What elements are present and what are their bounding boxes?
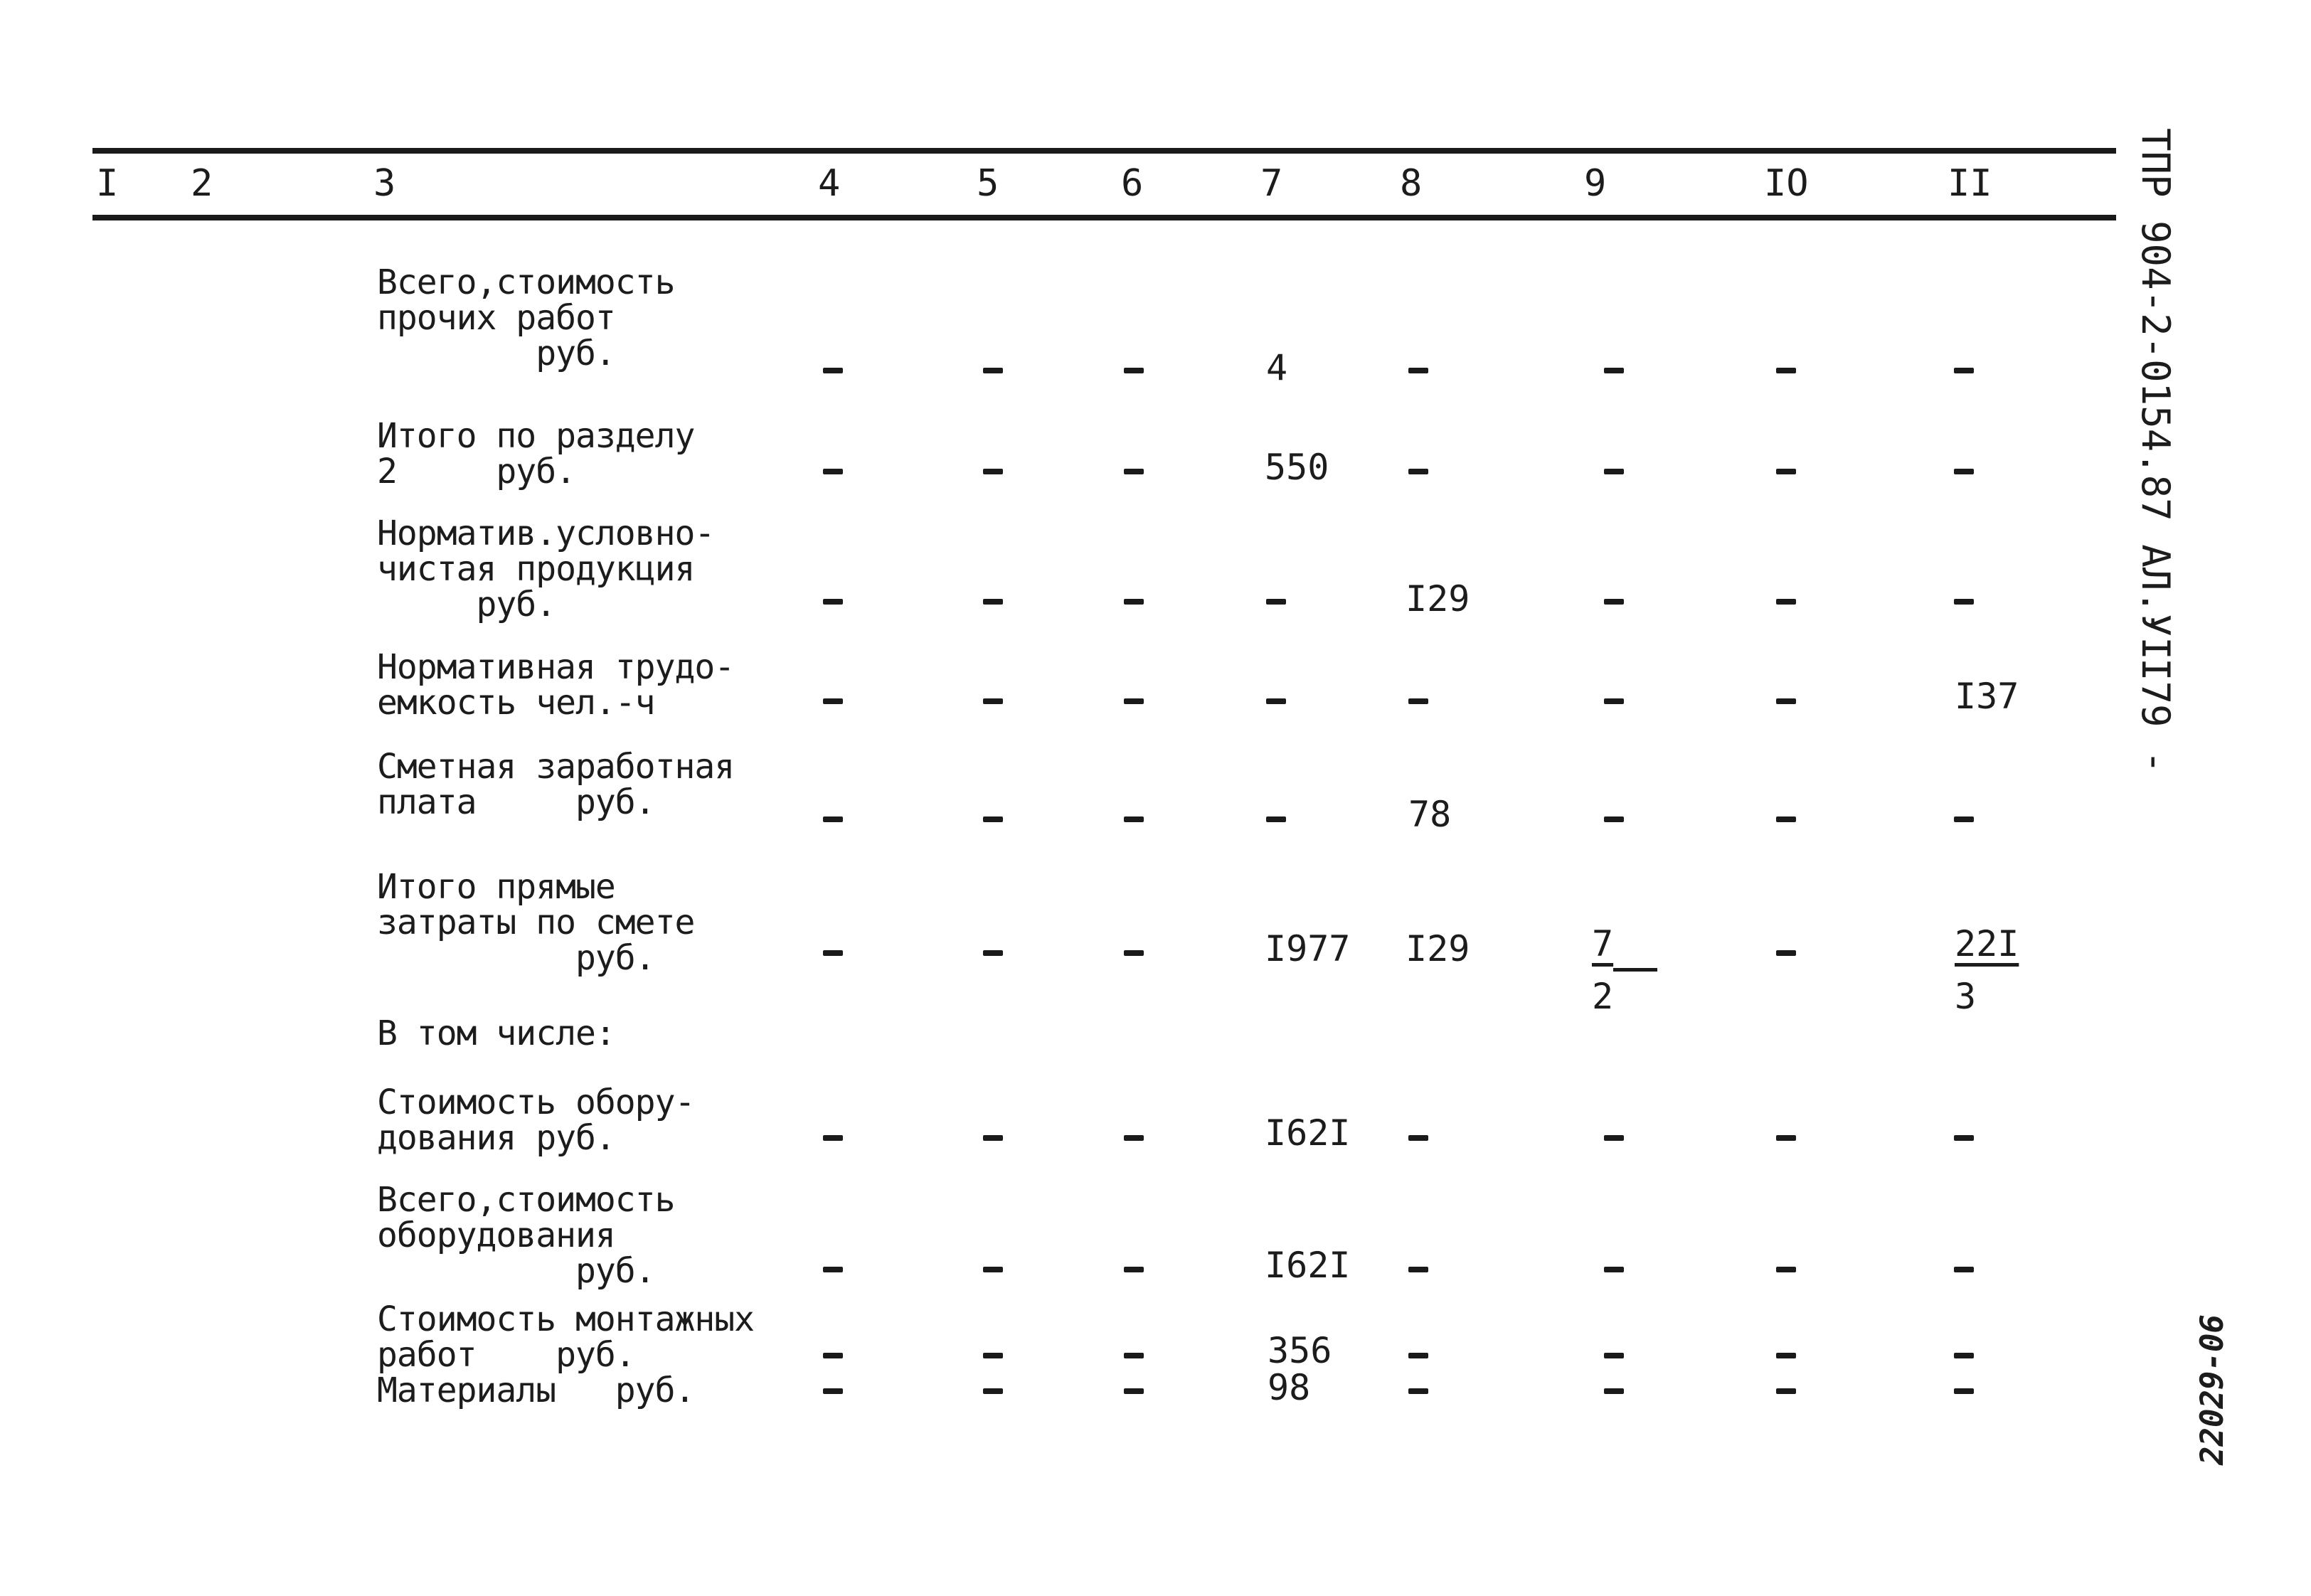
row4-col7-dash bbox=[1266, 698, 1286, 704]
col-header-10: IO bbox=[1764, 162, 1809, 205]
row5-col6-dash bbox=[1124, 816, 1144, 822]
row8-col11-dash bbox=[1954, 1135, 1974, 1141]
row-label-section-2-total: Итого по разделу 2 руб. bbox=[377, 416, 695, 491]
row2-col7-value: 550 bbox=[1265, 447, 1329, 488]
row1-col8-dash bbox=[1408, 368, 1428, 373]
row5-col10-dash bbox=[1776, 816, 1796, 822]
col-header-3: 3 bbox=[373, 162, 396, 205]
row2-col8-dash bbox=[1408, 469, 1428, 474]
col-header-8: 8 bbox=[1400, 162, 1423, 205]
row5-col11-dash bbox=[1954, 816, 1974, 822]
row2-col4-dash bbox=[823, 469, 843, 474]
row4-col5-dash bbox=[983, 698, 1003, 704]
row-label-installation-works: Стоимость монтажных работ руб. bbox=[377, 1299, 755, 1375]
row-label-other-works-total: Всего,стоимость прочих работ руб. bbox=[377, 262, 675, 373]
row5-col4-dash bbox=[823, 816, 843, 822]
row10-col4-dash bbox=[823, 1353, 843, 1358]
row11-col4-dash bbox=[823, 1388, 843, 1394]
row10-col8-dash bbox=[1408, 1353, 1428, 1358]
row9-col4-dash bbox=[823, 1267, 843, 1272]
row6-col9-denominator: 2 bbox=[1592, 976, 1614, 1017]
row3-col5-dash bbox=[983, 599, 1003, 605]
row-label-normative-net-product: Норматив.условно- чистая продукция руб. bbox=[377, 514, 715, 624]
row8-col10-dash bbox=[1776, 1135, 1796, 1141]
row8-col8-dash bbox=[1408, 1135, 1428, 1141]
row2-col9-dash bbox=[1604, 469, 1624, 474]
row10-col6-dash bbox=[1124, 1353, 1144, 1358]
row11-col6-dash bbox=[1124, 1388, 1144, 1394]
row3-col7-dash bbox=[1266, 599, 1286, 605]
row4-col10-dash bbox=[1776, 698, 1796, 704]
row6-col4-dash bbox=[823, 950, 843, 956]
row6-col10-dash bbox=[1776, 950, 1796, 956]
row11-col9-dash bbox=[1604, 1388, 1624, 1394]
row3-col10-dash bbox=[1776, 599, 1796, 605]
col-header-1: I bbox=[96, 162, 119, 205]
row-label-equipment-cost: Стоимость обору- дования руб. bbox=[377, 1082, 695, 1158]
document-code: ТПР 904-2-0154.87 АЛ.УI bbox=[2133, 128, 2178, 660]
row8-col9-dash bbox=[1604, 1135, 1624, 1141]
row5-col9-dash bbox=[1604, 816, 1624, 822]
row2-col11-dash bbox=[1954, 469, 1974, 474]
col-header-2: 2 bbox=[191, 162, 213, 205]
row1-col10-dash bbox=[1776, 368, 1796, 373]
row6-col6-dash bbox=[1124, 950, 1144, 956]
row-label-normative-labor: Нормативная трудо- емкость чел.-ч bbox=[377, 647, 735, 723]
row10-col7-value: 356 bbox=[1268, 1330, 1332, 1371]
row1-col5-dash bbox=[983, 368, 1003, 373]
row6-col9-fraction-bar bbox=[1613, 968, 1657, 972]
row8-col4-dash bbox=[823, 1135, 843, 1141]
row11-col8-dash bbox=[1408, 1388, 1428, 1394]
row2-col6-dash bbox=[1124, 469, 1144, 474]
row-label-direct-costs-total: Итого прямые затраты по смете руб. bbox=[377, 867, 695, 978]
row8-col6-dash bbox=[1124, 1135, 1144, 1141]
row6-col11-numerator: 22I bbox=[1955, 923, 2019, 964]
row3-col8-value: I29 bbox=[1406, 578, 1470, 619]
header-bottom-rule bbox=[92, 215, 2116, 220]
row1-col7-value: 4 bbox=[1266, 347, 1288, 388]
row11-col7-value: 98 bbox=[1268, 1367, 1311, 1408]
row4-col6-dash bbox=[1124, 698, 1144, 704]
col-header-7: 7 bbox=[1260, 162, 1283, 205]
row-label-estimated-wages: Сметная заработная плата руб. bbox=[377, 747, 735, 822]
row4-col9-dash bbox=[1604, 698, 1624, 704]
row1-col9-dash bbox=[1604, 368, 1624, 373]
row9-col5-dash bbox=[983, 1267, 1003, 1272]
row-label-equipment-total: Всего,стоимость оборудования руб. bbox=[377, 1180, 675, 1291]
row3-col6-dash bbox=[1124, 599, 1144, 605]
row10-col11-dash bbox=[1954, 1353, 1974, 1358]
row10-col9-dash bbox=[1604, 1353, 1624, 1358]
row-label-materials: Материалы руб. bbox=[377, 1371, 695, 1410]
row8-col5-dash bbox=[983, 1135, 1003, 1141]
row-label-including: В том числе: bbox=[377, 1014, 615, 1053]
row11-col11-dash bbox=[1954, 1388, 1974, 1394]
row3-col9-dash bbox=[1604, 599, 1624, 605]
row9-col10-dash bbox=[1776, 1267, 1796, 1272]
page-number: - I79 - bbox=[2133, 612, 2178, 774]
row1-col6-dash bbox=[1124, 368, 1144, 373]
row5-col7-dash bbox=[1266, 816, 1286, 822]
row9-col7-value: I62I bbox=[1265, 1245, 1351, 1286]
row11-col10-dash bbox=[1776, 1388, 1796, 1394]
row4-col11-value: I37 bbox=[1955, 676, 2019, 717]
row9-col11-dash bbox=[1954, 1267, 1974, 1272]
row6-col8-value: I29 bbox=[1406, 928, 1470, 969]
row4-col4-dash bbox=[823, 698, 843, 704]
row6-col5-dash bbox=[983, 950, 1003, 956]
col-header-5: 5 bbox=[977, 162, 999, 205]
row10-col10-dash bbox=[1776, 1353, 1796, 1358]
row5-col5-dash bbox=[983, 816, 1003, 822]
row10-col5-dash bbox=[983, 1353, 1003, 1358]
row9-col9-dash bbox=[1604, 1267, 1624, 1272]
row1-col11-dash bbox=[1954, 368, 1974, 373]
row8-col7-value: I62I bbox=[1265, 1112, 1351, 1154]
row6-col7-value: I977 bbox=[1265, 928, 1351, 969]
col-header-6: 6 bbox=[1121, 162, 1144, 205]
row5-col8-value: 78 bbox=[1408, 794, 1452, 835]
row6-col9-numerator: 7 bbox=[1592, 923, 1614, 964]
row11-col5-dash bbox=[983, 1388, 1003, 1394]
row9-col6-dash bbox=[1124, 1267, 1144, 1272]
row4-col8-dash bbox=[1408, 698, 1428, 704]
archive-stamp: 22029-06 bbox=[2194, 1314, 2231, 1465]
row2-col5-dash bbox=[983, 469, 1003, 474]
row9-col8-dash bbox=[1408, 1267, 1428, 1272]
row6-col11-denominator: 3 bbox=[1955, 976, 1977, 1017]
col-header-9: 9 bbox=[1584, 162, 1607, 205]
col-header-4: 4 bbox=[818, 162, 841, 205]
header-top-rule bbox=[92, 148, 2116, 154]
row3-col11-dash bbox=[1954, 599, 1974, 605]
row1-col4-dash bbox=[823, 368, 843, 373]
col-header-11: II bbox=[1948, 162, 1992, 205]
row3-col4-dash bbox=[823, 599, 843, 605]
row2-col10-dash bbox=[1776, 469, 1796, 474]
